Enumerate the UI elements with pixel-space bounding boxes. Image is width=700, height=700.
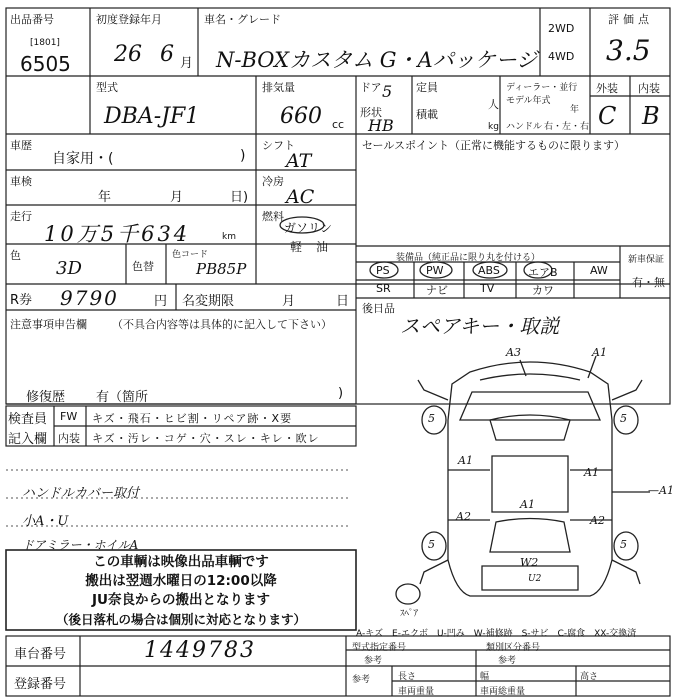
rename-label: 名変期限 bbox=[182, 294, 235, 309]
remark-line-3: ドアミラー・ホイルA bbox=[22, 538, 139, 552]
later-value: スペアキー・取説 bbox=[400, 314, 560, 338]
caution-hint: （不具合内容等は具体的に記入して下さい） bbox=[112, 318, 332, 331]
color-code-value: PB85P bbox=[196, 260, 247, 278]
score-value: 3.5 bbox=[606, 34, 651, 67]
notice-line-2: 搬出は翌週水曜日の12:00以降 bbox=[85, 573, 277, 589]
shape-value: HB bbox=[368, 116, 394, 135]
recycle-label: R券 bbox=[10, 293, 33, 308]
ref-label-2: 参考 bbox=[498, 656, 517, 666]
first-reg-month-unit: 月 bbox=[180, 56, 194, 71]
chassis-value: 1449783 bbox=[144, 638, 256, 663]
handle-label: ハンドル bbox=[506, 122, 543, 132]
entry-label: 記入欄 bbox=[8, 432, 48, 447]
category-label: 類別区分番号 bbox=[486, 643, 541, 653]
reg-label: 登録番号 bbox=[14, 677, 67, 692]
equip-aw: AW bbox=[590, 264, 608, 277]
equip-tv: TV bbox=[480, 282, 495, 295]
handle-options: 右・左・右 bbox=[544, 122, 590, 132]
spare-label: ｽﾍﾟｱ bbox=[400, 609, 419, 619]
length-label: 長さ bbox=[398, 672, 417, 682]
rename-month: 月 bbox=[282, 294, 296, 309]
equip-label: 装備品（純正品に限り丸を付ける） bbox=[396, 253, 541, 263]
mark-tire-rl: 5 bbox=[428, 538, 435, 551]
equip-navi: ナビ bbox=[426, 284, 448, 297]
interior-items: キズ・汚レ・コゲ・穴・スレ・キレ・欧レ bbox=[92, 432, 320, 445]
first-reg-year: 26 bbox=[114, 42, 142, 67]
equip-abs: ABS bbox=[478, 264, 500, 277]
inspection-month: 月 bbox=[170, 190, 184, 205]
newcar-value: 有・無 bbox=[632, 276, 665, 289]
fuel-gas: ガソリン bbox=[284, 221, 333, 235]
inspector-label: 検査員 bbox=[8, 412, 48, 427]
fuel-oil: 油 bbox=[316, 240, 329, 254]
total-weight-label: 車両総重量 bbox=[480, 687, 526, 697]
color-code-label: 色コード bbox=[172, 250, 209, 260]
designation-label: 型式指定番号 bbox=[352, 643, 407, 653]
color-change-label: 色替 bbox=[132, 260, 154, 273]
mark-a1-right: A1 bbox=[584, 466, 599, 479]
interior-row-label: 内装 bbox=[58, 432, 80, 445]
equip-ps: PS bbox=[376, 264, 390, 277]
lot-bracket: [1801] bbox=[30, 38, 60, 48]
mark-a1-side: —A1 bbox=[648, 484, 674, 497]
damage-legend: A-キズ E-エクボ U-凹み W-補修跡 S-サビ C-腐食 XX-交換済 bbox=[356, 629, 637, 639]
mark-a3: A3 bbox=[506, 346, 521, 359]
inspection-day: 日) bbox=[230, 190, 249, 205]
chassis-label: 車台番号 bbox=[14, 647, 67, 662]
model-value: N-BOXカスタム G・Aパッケージ bbox=[216, 48, 538, 72]
door-value: 5 bbox=[382, 82, 393, 101]
width-label: 幅 bbox=[480, 672, 490, 682]
mark-a1-top: A1 bbox=[592, 346, 607, 359]
recycle-value: 9790 bbox=[60, 286, 119, 310]
mark-tire-rr: 5 bbox=[620, 538, 627, 551]
mark-a2-left: A2 bbox=[456, 510, 471, 523]
dealer-label: ディーラー・並行 bbox=[506, 83, 578, 93]
mark-a1-center: A1 bbox=[520, 498, 535, 511]
mark-w2: W2 bbox=[520, 556, 539, 569]
fuel-light: 軽 bbox=[290, 240, 303, 254]
newcar-label: 新車保証 bbox=[628, 255, 665, 265]
shape-label: 形状 bbox=[360, 106, 382, 119]
type-label: 型式 bbox=[96, 81, 118, 94]
shift-value: AT bbox=[286, 150, 312, 172]
first-reg-month: 6 bbox=[160, 42, 174, 67]
mark-u2: U2 bbox=[528, 574, 542, 584]
repair-close: ) bbox=[338, 386, 344, 401]
disp-unit: cc bbox=[332, 118, 345, 131]
lot-label: 出品番号 bbox=[10, 13, 54, 26]
load-label: 積載 bbox=[416, 108, 438, 121]
interior-label: 内装 bbox=[638, 82, 660, 95]
capacity-unit: 人 bbox=[488, 98, 499, 111]
load-unit: kg bbox=[488, 122, 499, 132]
ref-label-3: 参考 bbox=[352, 675, 371, 685]
color-label: 色 bbox=[10, 249, 21, 262]
color-value: 3D bbox=[56, 258, 82, 279]
drive-4wd: 4WD bbox=[548, 50, 575, 63]
history-value: 自家用・( bbox=[52, 151, 114, 167]
mark-a2-right: A2 bbox=[590, 514, 605, 527]
shift-label: シフト bbox=[262, 139, 295, 152]
fw-items: キズ・飛石・ヒビ割・リペア跡・X要 bbox=[92, 412, 293, 425]
exterior-value: C bbox=[598, 102, 617, 130]
later-label: 後日品 bbox=[362, 302, 395, 315]
lot-number: 6505 bbox=[20, 52, 71, 76]
history-label: 車歴 bbox=[10, 139, 32, 152]
score-label: 評価点 bbox=[608, 13, 653, 26]
model-year-unit: 年 bbox=[570, 105, 580, 115]
disp-value: 660 bbox=[280, 104, 322, 129]
cooler-label: 冷房 bbox=[262, 175, 284, 188]
equip-pw: PW bbox=[426, 264, 444, 277]
remark-line-1: ハンドルカバー取付 bbox=[22, 486, 140, 501]
inspection-year: 年 bbox=[98, 190, 112, 205]
remark-line-2: 小A・U bbox=[22, 514, 69, 529]
caution-label: 注意事項申告欄 bbox=[10, 318, 87, 331]
mark-a1-left: A1 bbox=[458, 454, 473, 467]
history-close: ) bbox=[240, 148, 246, 164]
notice-box bbox=[10, 553, 352, 629]
first-reg-label: 初度登録年月 bbox=[96, 13, 162, 26]
exterior-label: 外装 bbox=[596, 82, 618, 95]
weight-label: 車両重量 bbox=[398, 687, 435, 697]
sales-label: セールスポイント（正常に機能するものに限ります） bbox=[362, 139, 626, 152]
notice-line-1: この車輌は映像出品車輌です bbox=[93, 554, 269, 570]
type-value: DBA-JF1 bbox=[104, 104, 200, 129]
fuel-label: 燃料 bbox=[262, 210, 284, 223]
disp-label: 排気量 bbox=[262, 81, 295, 94]
rename-day: 日 bbox=[336, 294, 350, 309]
model-year-label: モデル年式 bbox=[506, 96, 551, 106]
inspection-label: 車検 bbox=[10, 175, 32, 188]
height-label: 高さ bbox=[580, 672, 599, 682]
interior-value: B bbox=[642, 102, 660, 130]
mileage-unit: km bbox=[222, 232, 236, 242]
mileage-value: 10万5千634 bbox=[44, 222, 191, 246]
door-label: ドア bbox=[360, 81, 382, 94]
cooler-value: AC bbox=[286, 186, 315, 208]
capacity-label: 定員 bbox=[416, 81, 438, 94]
notice-line-3: JU奈良からの搬出となります bbox=[92, 592, 270, 608]
ref-label-1: 参考 bbox=[364, 656, 383, 666]
mileage-label: 走行 bbox=[10, 210, 32, 223]
mark-tire-fr: 5 bbox=[620, 412, 627, 425]
recycle-unit: 円 bbox=[154, 294, 168, 309]
model-label: 車名・グレード bbox=[204, 13, 281, 26]
equip-sr: SR bbox=[376, 282, 391, 295]
drive-2wd: 2WD bbox=[548, 22, 575, 35]
repair-label: 修復歴 bbox=[26, 390, 66, 405]
repair-value: 有（箇所 bbox=[96, 390, 149, 405]
notice-line-4: （後日落札の場合は個別に対応となります） bbox=[55, 612, 306, 627]
equip-airbag: エアB bbox=[528, 266, 558, 279]
equip-leather: カワ bbox=[532, 284, 554, 297]
mark-tire-fl: 5 bbox=[428, 412, 435, 425]
fw-label: FW bbox=[60, 410, 78, 423]
